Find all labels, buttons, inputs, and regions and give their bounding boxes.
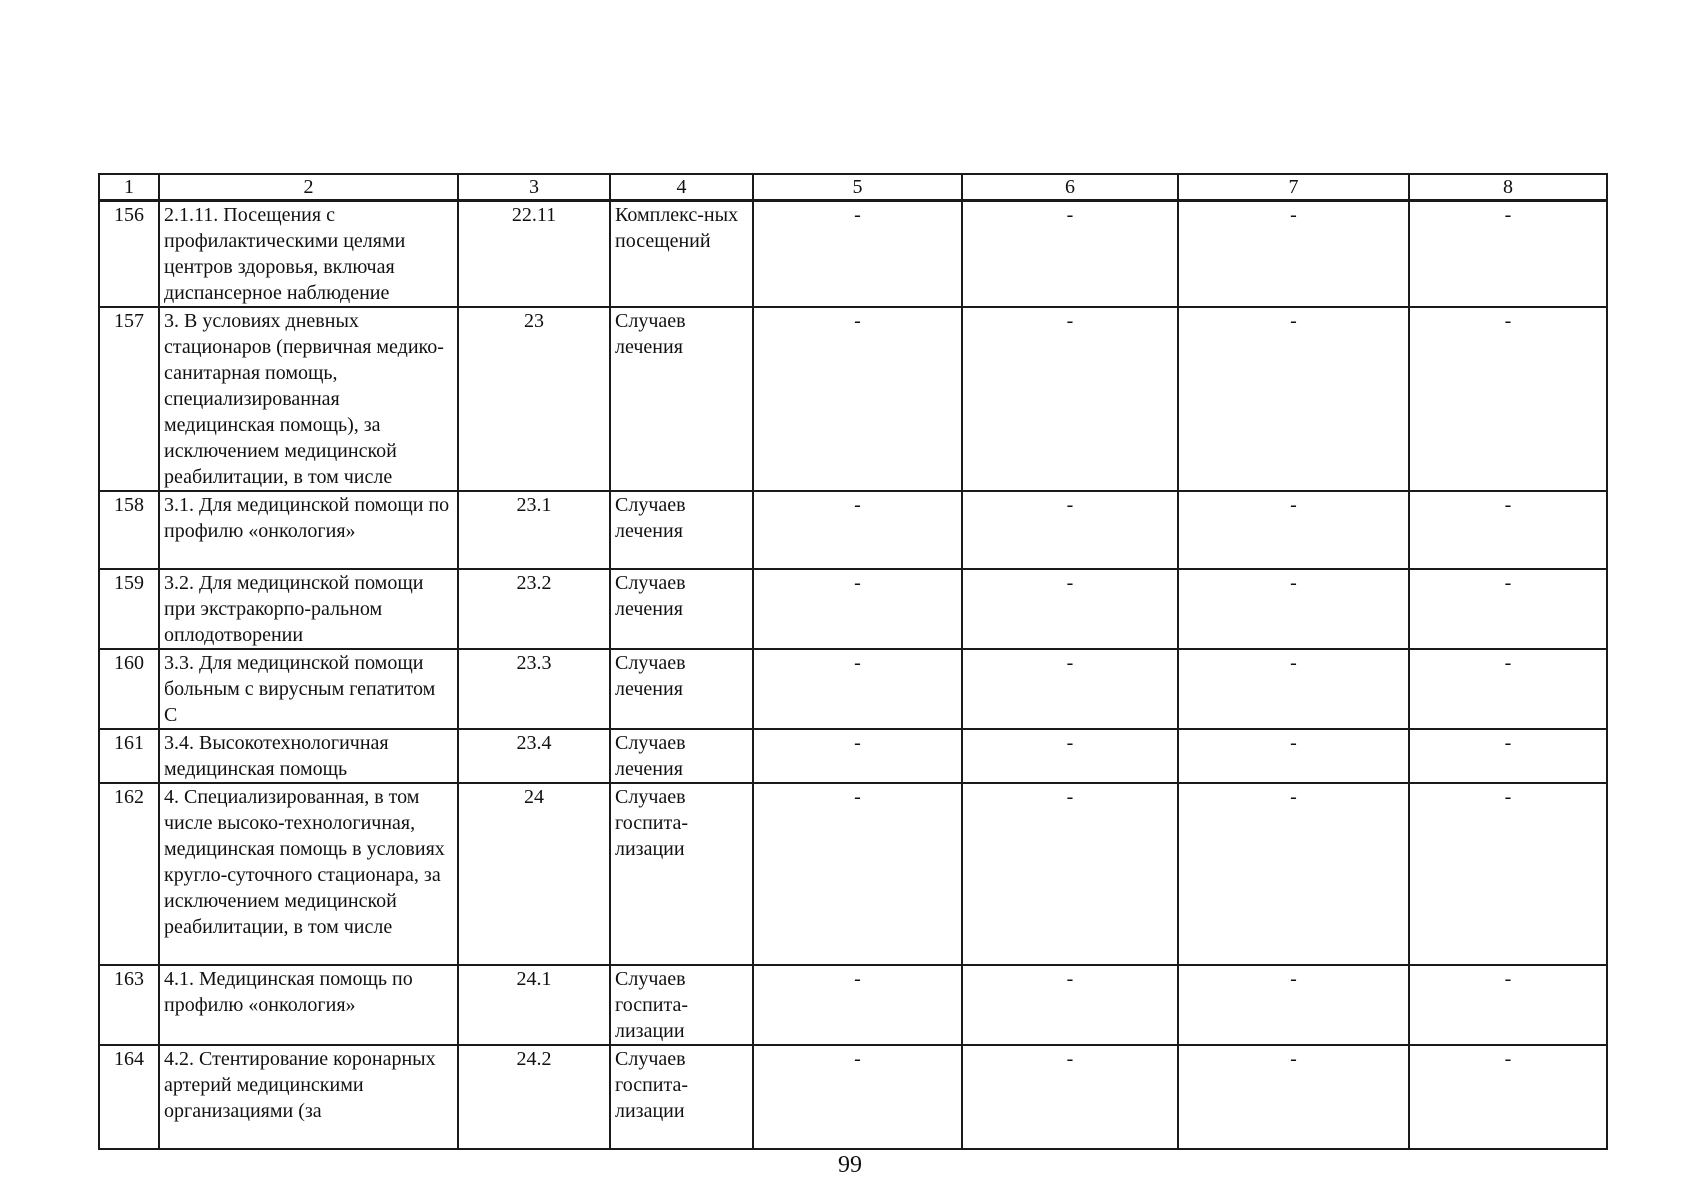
header-cell: 5 xyxy=(753,174,962,201)
table-row xyxy=(99,307,1607,491)
value-col-7: - xyxy=(1178,783,1409,965)
value-col-5: - xyxy=(753,649,962,729)
indicator-name: 3. В условиях дневных стационаров (первичная медико-санитарная помощь, специализированная медицинская помощь), за исключением медицинской реабилитации, в том числе xyxy=(159,307,458,491)
table-row xyxy=(99,569,1607,649)
indicator-name: 2.1.11. Посещения с профилактическими целями центров здоровья, включая диспансерное наблюдение xyxy=(159,201,458,308)
row-number: 161 xyxy=(99,729,159,783)
value-col-8: - xyxy=(1409,201,1607,308)
value-col-6: - xyxy=(962,569,1178,649)
value-col-5: - xyxy=(753,783,962,965)
value-col-8: - xyxy=(1409,569,1607,649)
value-col-5: - xyxy=(753,965,962,1045)
value-col-6: - xyxy=(962,491,1178,569)
indicator-name: 4. Специализированная, в том числе высоко-технологичная, медицинская помощь в условиях кругло-суточного стационара, за исключением медицинской реабилитации, в том числе xyxy=(159,783,458,965)
header-cell: 4 xyxy=(610,174,753,201)
value-col-7: - xyxy=(1178,965,1409,1045)
indicator-name: 3.1. Для медицинской помощи по профилю «онкология» xyxy=(159,491,458,569)
page-number: 99 xyxy=(838,1152,862,1178)
value-col-5: - xyxy=(753,1045,962,1149)
indicator-code: 23.2 xyxy=(458,569,610,649)
row-number: 157 xyxy=(99,307,159,491)
value-col-7: - xyxy=(1178,569,1409,649)
indicator-code: 23 xyxy=(458,307,610,491)
row-number: 164 xyxy=(99,1045,159,1149)
value-col-7: - xyxy=(1178,201,1409,308)
unit-of-measure: Случаев лечения xyxy=(610,307,753,491)
indicator-name: 4.2. Стентирование коронарных артерий медицинскими организациями (за xyxy=(159,1045,458,1149)
indicator-code: 23.4 xyxy=(458,729,610,783)
indicator-code: 23.3 xyxy=(458,649,610,729)
header-cell: 6 xyxy=(962,174,1178,201)
row-number: 162 xyxy=(99,783,159,965)
value-col-6: - xyxy=(962,1045,1178,1149)
indicator-code: 23.1 xyxy=(458,491,610,569)
table-row xyxy=(99,201,1607,308)
header-cell: 7 xyxy=(1178,174,1409,201)
value-col-5: - xyxy=(753,491,962,569)
value-col-7: - xyxy=(1178,729,1409,783)
row-number: 156 xyxy=(99,201,159,308)
indicator-code: 22.11 xyxy=(458,201,610,308)
indicator-name: 3.3. Для медицинской помощи больным с вирусным гепатитом С xyxy=(159,649,458,729)
unit-of-measure: Случаев лечения xyxy=(610,491,753,569)
table-row xyxy=(99,649,1607,729)
indicator-code: 24.2 xyxy=(458,1045,610,1149)
value-col-5: - xyxy=(753,307,962,491)
unit-of-measure: Случаев лечения xyxy=(610,569,753,649)
header-cell: 2 xyxy=(159,174,458,201)
indicator-code: 24 xyxy=(458,783,610,965)
value-col-7: - xyxy=(1178,649,1409,729)
value-col-7: - xyxy=(1178,491,1409,569)
unit-of-measure: Случаев госпита-лизации xyxy=(610,1045,753,1149)
header-row xyxy=(99,174,1607,201)
value-col-7: - xyxy=(1178,1045,1409,1149)
value-col-6: - xyxy=(962,307,1178,491)
value-col-8: - xyxy=(1409,729,1607,783)
value-col-6: - xyxy=(962,965,1178,1045)
indicator-name: 3.4. Высокотехнологичная медицинская помощь xyxy=(159,729,458,783)
header-cell: 8 xyxy=(1409,174,1607,201)
value-col-6: - xyxy=(962,649,1178,729)
table-header xyxy=(99,174,1607,201)
value-col-8: - xyxy=(1409,1045,1607,1149)
table-row xyxy=(99,783,1607,965)
value-col-7: - xyxy=(1178,307,1409,491)
value-col-5: - xyxy=(753,729,962,783)
unit-of-measure: Комплекс-ных посещений xyxy=(610,201,753,308)
header-cell: 1 xyxy=(99,174,159,201)
unit-of-measure: Случаев госпита-лизации xyxy=(610,965,753,1045)
value-col-8: - xyxy=(1409,783,1607,965)
unit-of-measure: Случаев госпита-лизации xyxy=(610,783,753,965)
row-number: 163 xyxy=(99,965,159,1045)
value-col-8: - xyxy=(1409,491,1607,569)
data-table xyxy=(98,173,1608,1150)
header-cell: 3 xyxy=(458,174,610,201)
unit-of-measure: Случаев лечения xyxy=(610,729,753,783)
table-row xyxy=(99,965,1607,1045)
row-number: 158 xyxy=(99,491,159,569)
indicator-code: 24.1 xyxy=(458,965,610,1045)
value-col-5: - xyxy=(753,201,962,308)
table-row xyxy=(99,1045,1607,1149)
indicator-name: 3.2. Для медицинской помощи при экстракорпо-ральном оплодотворении xyxy=(159,569,458,649)
indicator-name: 4.1. Медицинская помощь по профилю «онкология» xyxy=(159,965,458,1045)
table-row xyxy=(99,729,1607,783)
unit-of-measure: Случаев лечения xyxy=(610,649,753,729)
row-number: 160 xyxy=(99,649,159,729)
table-body xyxy=(99,201,1607,1150)
value-col-8: - xyxy=(1409,965,1607,1045)
value-col-6: - xyxy=(962,729,1178,783)
value-col-8: - xyxy=(1409,649,1607,729)
row-number: 159 xyxy=(99,569,159,649)
table-row xyxy=(99,491,1607,569)
value-col-5: - xyxy=(753,569,962,649)
value-col-6: - xyxy=(962,783,1178,965)
value-col-8: - xyxy=(1409,307,1607,491)
value-col-6: - xyxy=(962,201,1178,308)
